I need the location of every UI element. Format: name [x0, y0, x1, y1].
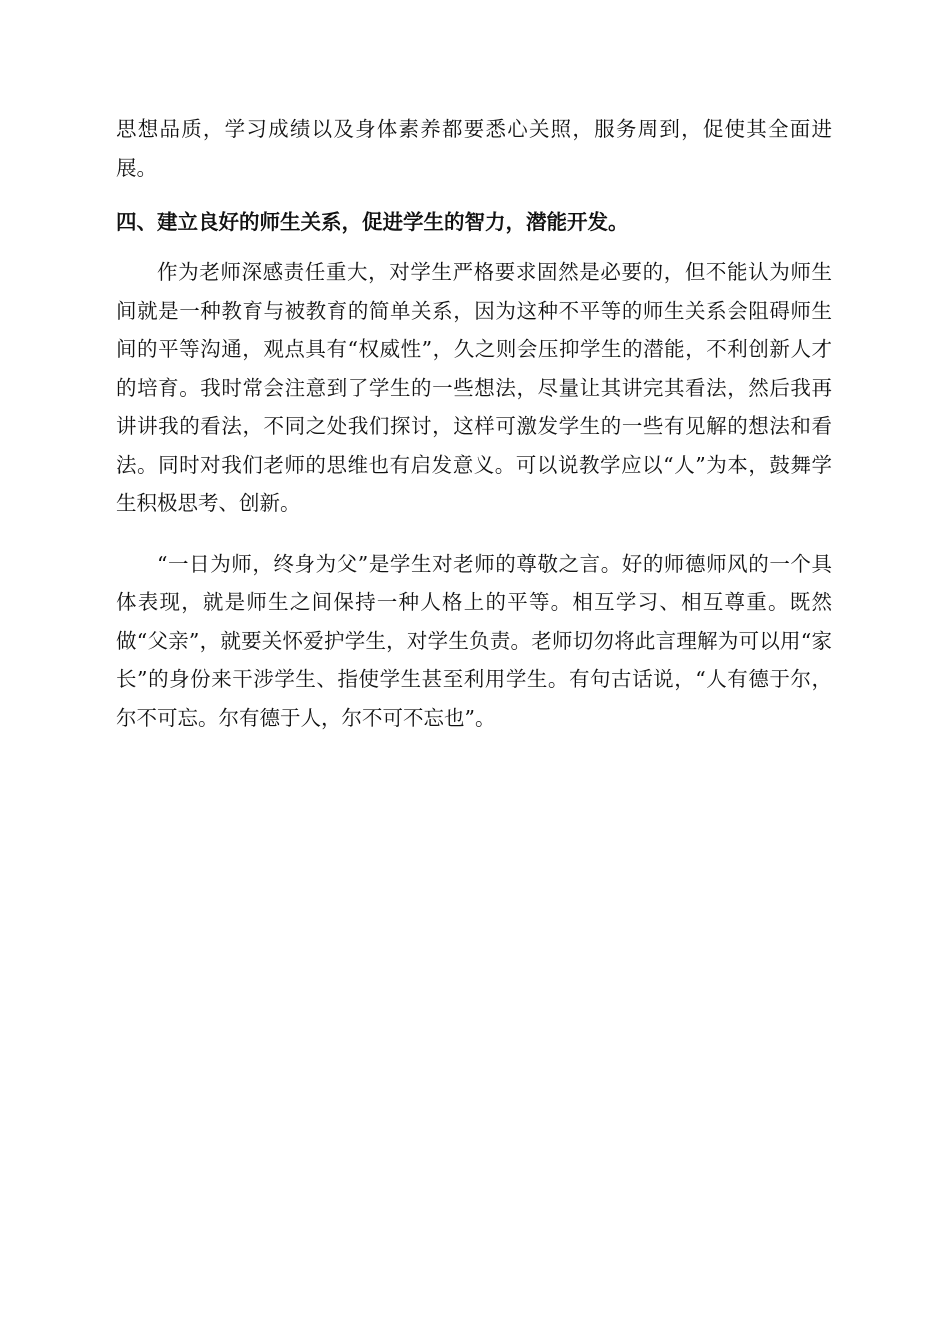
- body-paragraph-1: 作为老师深感责任重大，对学生严格要求固然是必要的，但不能认为师生间就是一种教育与被教育的简单关系，因为这种不平等的师生关系会阻碍师生间的平等沟通，观点具有“权威性”，久之则会压抑学生的潜能，不利创新人才的培育。我时常会注意到了学生的一些想法，尽量让其讲完其看法，然后我再讲讲我的看法，不同之处我们探讨，这样可激发学生的一些有见解的想法和看法。同时对我们老师的思维也有启发意义。可以说教学应以“人”为本，鼓舞学生积极思考、创新。: [116, 260, 832, 515]
- section-heading: 四、建立良好的师生关系，促进学生的智力，潜能开发。: [116, 210, 629, 234]
- document-page: [116, 110, 832, 737]
- body-paragraph-2: “一日为师，终身为父”是学生对老师的尊敬之言。好的师德师风的一个具体表现，就是师生之间保持一种人格上的平等。相互学习、相互尊重。既然做“父亲”，就要关怀爱护学生，对学生负责。老师切勿将此言理解为可以用“家长”的身份来干涉学生、指使学生甚至利用学生。有句古话说，“人有德于尔，尔不可忘。尔有德于人，尔不可不忘也”。: [116, 551, 832, 730]
- continuation-paragraph: 思想品质，学习成绩以及身体素养都要悉心关照，服务周到，促使其全面进展。: [116, 117, 832, 180]
